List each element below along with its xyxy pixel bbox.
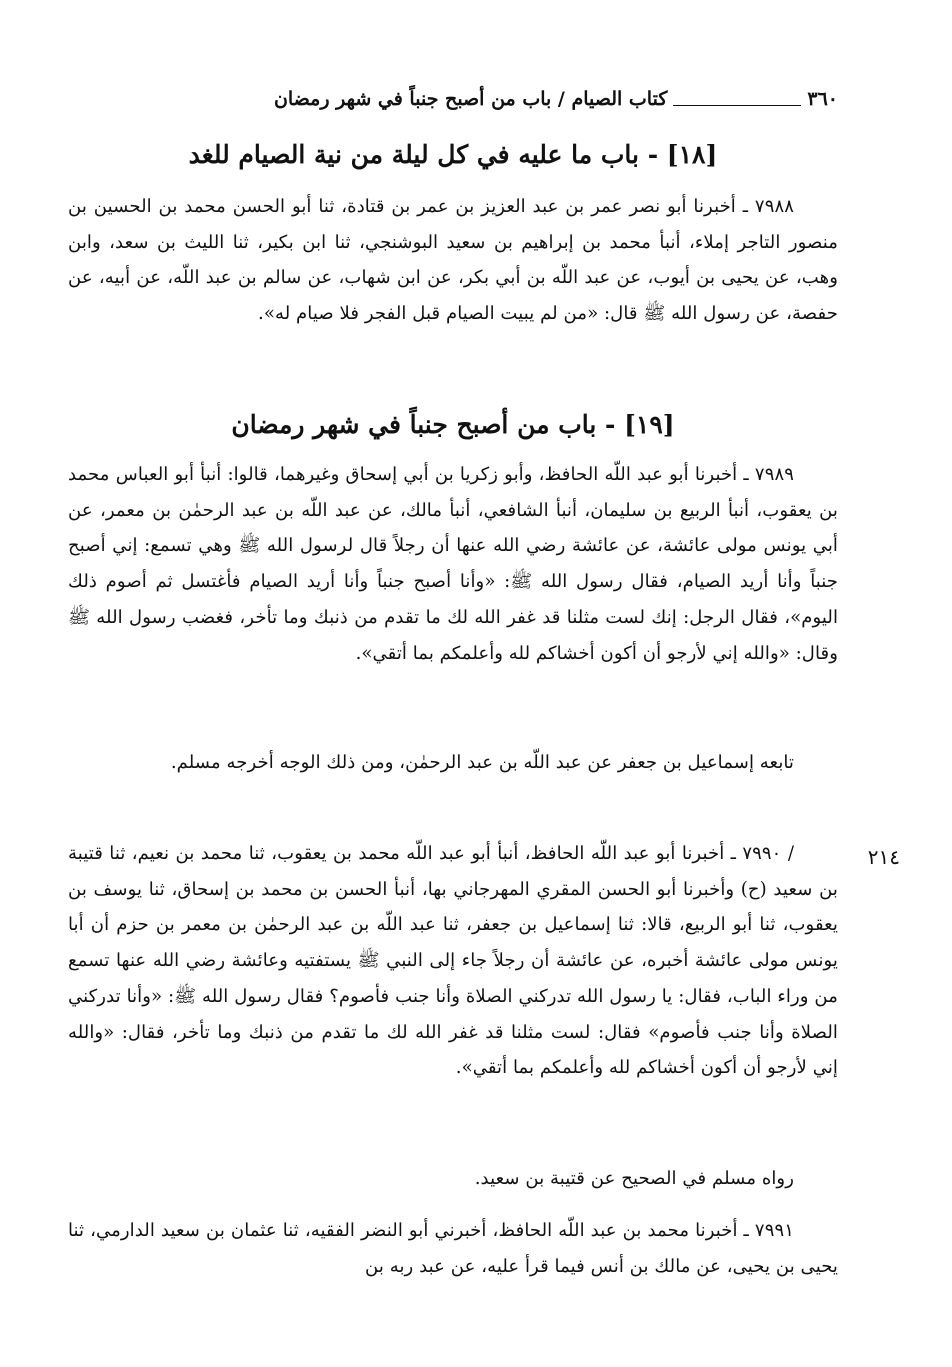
- page-number: ٣٦٠: [807, 88, 838, 110]
- margin-reference: ٢١٤: [867, 845, 900, 869]
- muslim-note: رواه مسلم في الصحيح عن قتيبة بن سعيد.: [474, 1168, 794, 1189]
- chapter-heading-19: [١٩] - باب من أصبح جنباً في شهر رمضان: [231, 410, 675, 439]
- hadith-7988: ٧٩٨٨ ـ أخبرنا أبو نصر عمر بن عبد العزيز بن عمر بن قتادة، ثنا أبو الحسن محمد بن الحسين بن منصور التاجر إملاء، أنبأ محمد بن إبراهيم بن سعيد البوشنجي، ثنا ابن بكير، ثنا الليث بن سعد، وابن وهب، عن يحيى بن أيوب، عن عبد اللّه بن أبي بكر، عن ابن شهاب، عن سالم بن عبد اللّه، عن أبيه، عن حفصة، عن رسول الله ﷺ قال: «من لم يبيت الصيام قبل الفجر فلا صيام له».: [68, 196, 838, 325]
- running-head-title: كتاب الصيام / باب من أصبح جنباً في شهر رمضان: [273, 88, 668, 110]
- hadith-7991: ٧٩٩١ ـ أخبرنا محمد بن عبد اللّه الحافظ، أخبرني أبو النضر الفقيه، ثنا عثمان بن سعيد الدارمي، ثنا يحيى بن يحيى، عن مالك بن أنس فيما قرأ عليه، عن عبد ربه بن: [68, 1220, 838, 1277]
- hadith-7989: ٧٩٨٩ ـ أخبرنا أبو عبد اللّه الحافظ، وأبو زكريا بن أبي إسحاق وغيرهما، قالوا: أنبأ أبو العباس محمد بن يعقوب، أنبأ الربيع بن سليمان، أنبأ الشافعي، أنبأ مالك، عن عبد اللّه بن عبد الرحمٰن بن معمر، عن أبي يونس مولى عائشة، عن عائشة رضي الله عنها أن رجلاً قال لرسول الله ﷺ وهي تسمع: إني أصبح جنباً وأنا أريد الصيام، فقال رسول الله ﷺ: «وأنا أصبح جنباً وأنا أريد الصيام فأغتسل ثم أصوم ذلك اليوم»، فقال الرجل: إنك لست مثلنا قد غفر الله لك ما تقدم من ذنبك وما تأخر، فغضب رسول الله ﷺ وقال: «والله إني لأرجو أن أكون أخشاكم لله وأعلمكم بما أتقي».: [68, 464, 838, 664]
- tabi-note: تابعه إسماعيل بن جعفر عن عبد اللّه بن عبد الرحمٰن، ومن ذلك الوجه أخرجه مسلم.: [170, 752, 794, 773]
- header-rule: [673, 105, 801, 106]
- running-head: [68, 82, 838, 116]
- hadith-7990: / ٧٩٩٠ ـ أخبرنا أبو عبد اللّه الحافظ، أنبأ أبو عبد اللّه محمد بن يعقوب، ثنا محمد بن نعيم، ثنا قتيبة بن سعيد (ح) وأخبرنا أبو الحسن المقري المهرجاني بها، أنبأ الحسن بن محمد بن إسحاق، ثنا يوسف بن يعقوب، ثنا أبو الربيع، قالا: ثنا إسماعيل بن جعفر، ثنا عبد اللّه بن عبد الرحمٰن بن معمر بن حزم أن أبا يونس مولى عائشة أخبره، عن عائشة أن رجلاً جاء إلى النبي ﷺ يستفتيه وعائشة رضي الله عنها تسمع من وراء الباب، فقال: يا رسول الله تدركني الصلاة وأنا جنب فأصوم؟ فقال رسول الله ﷺ: «وأنا تدركني الصلاة وأنا جنب فأصوم» فقال: لست مثلنا قد غفر الله لك ما تقدم من ذنبك وما تأخر، فقال: «والله إني لأرجو أن أكون أخشاكم لله وأعلمكم بما أتقي».: [68, 843, 838, 1079]
- chapter-heading-18: [١٨] - باب ما عليه في كل ليلة من نية الصيام للغد: [188, 140, 718, 169]
